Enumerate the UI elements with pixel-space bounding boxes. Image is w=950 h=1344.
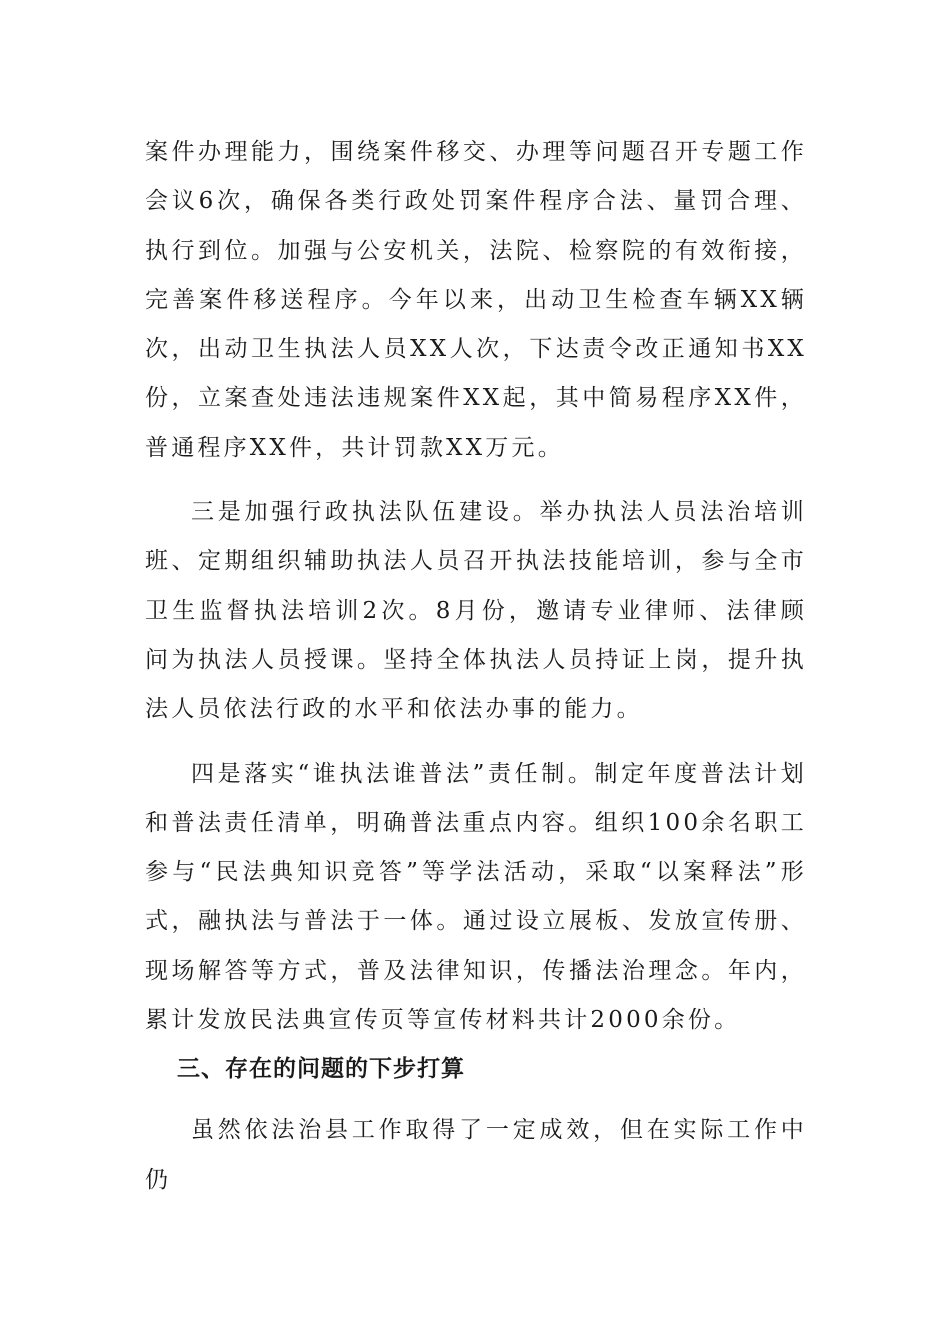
document-body — [145, 128, 807, 1205]
section-heading: 三、存在的问题的下步打算 — [177, 1056, 465, 1083]
paragraph-closing: 虽然依法治县工作取得了一定成效，但在实际工作中仍 — [145, 1117, 807, 1193]
paragraph-case-handling: 案件办理能力，围绕案件移交、办理等问题召开专题工作会议6次，确保各类行政处罚案件程序合法、量罚合理、执行到位。加强与公安机关，法院、检察院的有效衔接，完善案件移送程序。今年以来，出动卫生检查车辆XX辆次，出动卫生执法人员XX人次，下达责令改正通知书XX份，立案查处违法违规案件XX起，其中简易程序XX件，普通程序XX件，共计罚款XX万元。 — [145, 139, 807, 461]
paragraph-enforcement-team: 三是加强行政执法队伍建设。举办执法人员法治培训班、定期组织辅助执法人员召开执法技能培训，参与全市卫生监督执法培训2次。8月份，邀请专业律师、法律顾问为执法人员授课。坚持全体执法人员持证上岗，提升执法人员依法行政的水平和依法办事的能力。 — [145, 499, 807, 723]
paragraph-legal-publicity: 四是落实“谁执法谁普法”责任制。制定年度普法计划和普法责任清单，明确普法重点内容。组织100余名职工参与“民法典知识竞答”等学法活动，采取“以案释法”形式，融执法与普法于一体。通过设立展板、发放宣传册、现场解答等方式，普及法律知识，传播法治理念。年内，累计发放民法典宣传页等宣传材料共计2000余份。 — [145, 760, 807, 1034]
